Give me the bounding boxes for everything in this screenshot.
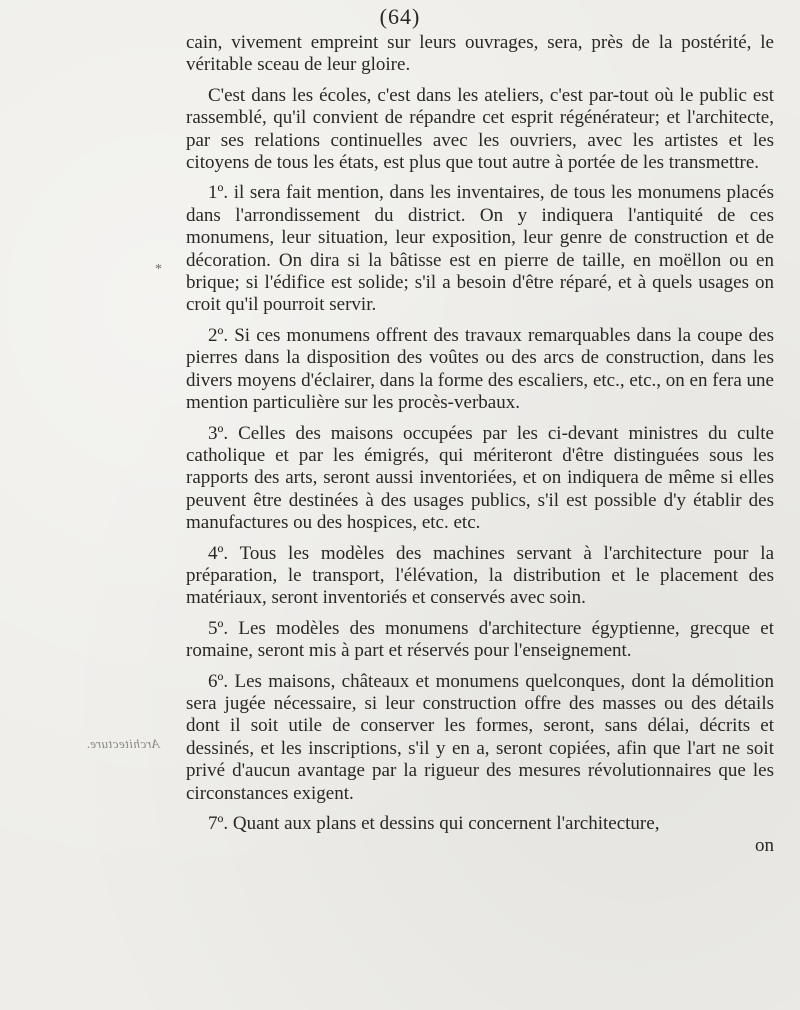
paragraph-item-4: 4º. Tous les modèles des machines servant à l'architecture pour la préparation, le transport, l'élévation, la distribution et le placement des matériaux, seront inventoriés et conservés avec soin. xyxy=(186,542,774,609)
paragraph-item-6: 6º. Les maisons, châteaux et monumens quelconques, dont la démolition sera jugée nécessaire, si leur construction offre des masses ou des détails dont il soit utile de conserver les formes, seront, sans délai, décrits et dessinés, et les inscriptions, s'il y en a, seront copiées, afin que l'art ne soit privé d'aucun avantage par la rigueur des mesures révolutionnaires que les circonstances exigent. xyxy=(186,670,774,804)
paragraph-item-1: 1º. il sera fait mention, dans les inventaires, de tous les monumens placés dans l'arrondissement du district. On y indiquera l'antiquité de ces monumens, leur situation, leur exposition, leur genre de construction et de décoration. On dira si la bâtisse est en pierre de taille, en moëllon ou en brique; si l'édifice est solide; s'il a besoin d'être réparé, et à quels usages on croit qu'il pourroit servir. xyxy=(186,182,774,316)
paragraph-continuation: cain, vivement empreint sur leurs ouvrages, sera, près de la postérité, le véritable sceau de leur gloire. xyxy=(186,32,774,76)
body-text xyxy=(186,32,774,858)
margin-mark: * xyxy=(155,262,162,277)
paragraph-item-3: 3º. Celles des maisons occupées par les ci-devant ministres du culte catholique et par les émigrés, qui mériteront d'être distinguées sous les rapports des arts, seront aussi inventoriées, et on indiquera de même si elles peuvent être destinées à des usages publics, s'il est possible d'y établir des manufactures ou des hospices, etc. etc. xyxy=(186,422,774,534)
catchword: on xyxy=(755,835,774,857)
paragraph-item-7: 7º. Quant aux plans et dessins qui concernent l'architecture, xyxy=(208,813,660,834)
paragraph-item-5: 5º. Les modèles des monumens d'architecture égyptienne, grecque et romaine, seront mis à part et réservés pour l'enseignement. xyxy=(186,617,774,662)
margin-note-bleed-through: Architecture. xyxy=(86,736,160,751)
page-number: (64) xyxy=(379,4,421,29)
paragraph-intro: C'est dans les écoles, c'est dans les ateliers, c'est par-tout où le public est rassemblé, qu'il convient de répandre cet esprit régénérateur; et l'architecte, par ses relations continuelles avec les ouvriers, avec les artistes et les citoyens de tous les états, est plus que tout autre à portée de les transmettre. xyxy=(186,84,774,174)
paragraph-item-2: 2º. Si ces monumens offrent des travaux remarquables dans la coupe des pierres dans la disposition des voûtes ou des arcs de construction, dans les divers moyens d'éclairer, dans la forme des escaliers, etc., etc., on en fera une mention particulière sur les procès-verbaux. xyxy=(186,324,774,414)
